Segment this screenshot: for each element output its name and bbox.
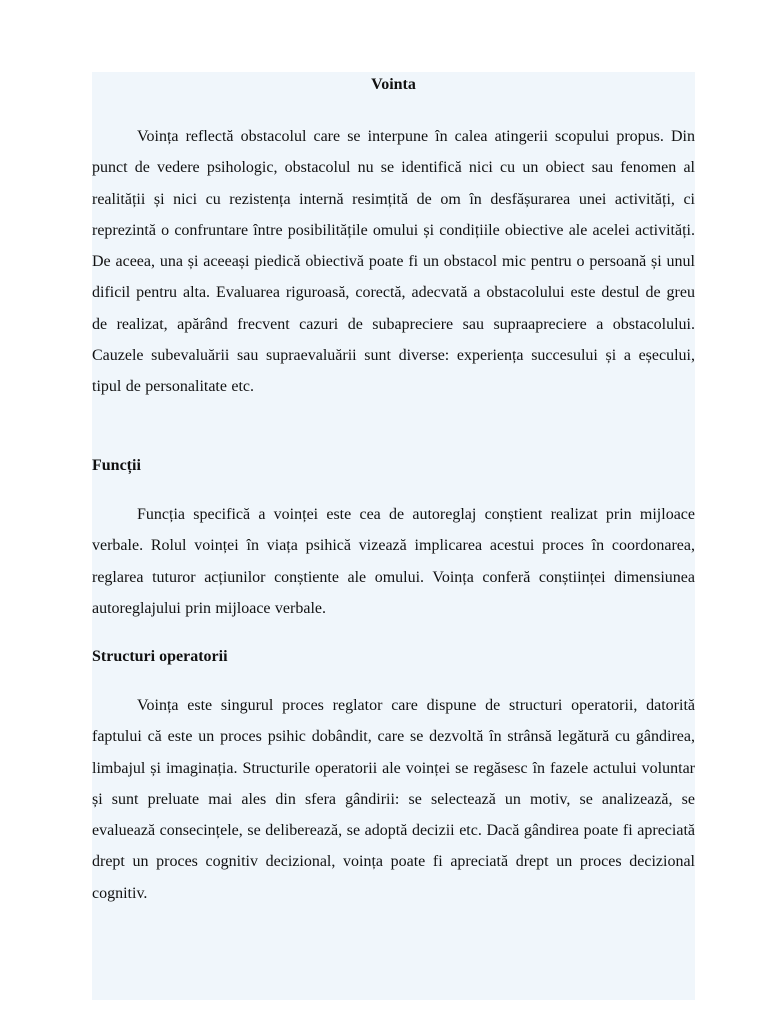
document-title: Vointa (371, 76, 416, 93)
section-paragraph-structuri-operatorii: Voința este singurul proces reglator care dispune de structuri operatorii, datorită faptului că este un proces psihic dobândit, care se dezvoltă în strânsă legătură cu gândirea, limbajul și imaginația. Structurile operatorii ale voinței se regăsesc în fazele actului voluntar și sunt preluate mai ales din sfera gândirii: se selectează un motiv, se analizează, se evaluează consecințele, se deliberează, se adoptă decizii etc. Dacă gândirea poate fi apreciată drept un proces cognitiv decizional, voința poate fi apreciată drept un proces decizional cognitiv. (92, 697, 695, 902)
section-paragraph-functii: Funcția specifică a voinței este cea de autoreglaj conștient realizat prin mijloace verbale. Rolul voinței în viața psihică vizează implicarea acestui proces în coordonarea, reglarea tuturor acțiunilor conștiente ale omului. Voința conferă conștiinței dimensiunea autoreglajului prin mijloace verbale. (92, 506, 695, 617)
section-heading-structuri-operatorii: Structuri operatorii (92, 648, 228, 665)
intro-paragraph: Voința reflectă obstacolul care se interpune în calea atingerii scopului propus. Din punct de vedere psihologic, obstacolul nu se identifică nici cu un obiect sau fenomen al realității și nici cu rezistența internă resimțită de om în desfășurarea unei activități, ci reprezintă o confruntare între posibilitățile omului și condițiile obiective ale acelei activități. De aceea, una și aceeași piedică obiectivă poate fi un obstacol mic pentru o persoană și unul dificil pentru alta. Evaluarea riguroasă, corectă, adecvată a obstacolului este destul de greu de realizat, apărând frecvent cazuri de subapreciere sau supraapreciere a obstacolului. Cauzele subevaluării sau supraevaluării sunt diverse: experiența succesului și a eșecului, tipul de personalitate etc. (92, 128, 695, 396)
document-page (92, 72, 695, 1000)
section-heading-functii: Funcții (92, 457, 141, 474)
